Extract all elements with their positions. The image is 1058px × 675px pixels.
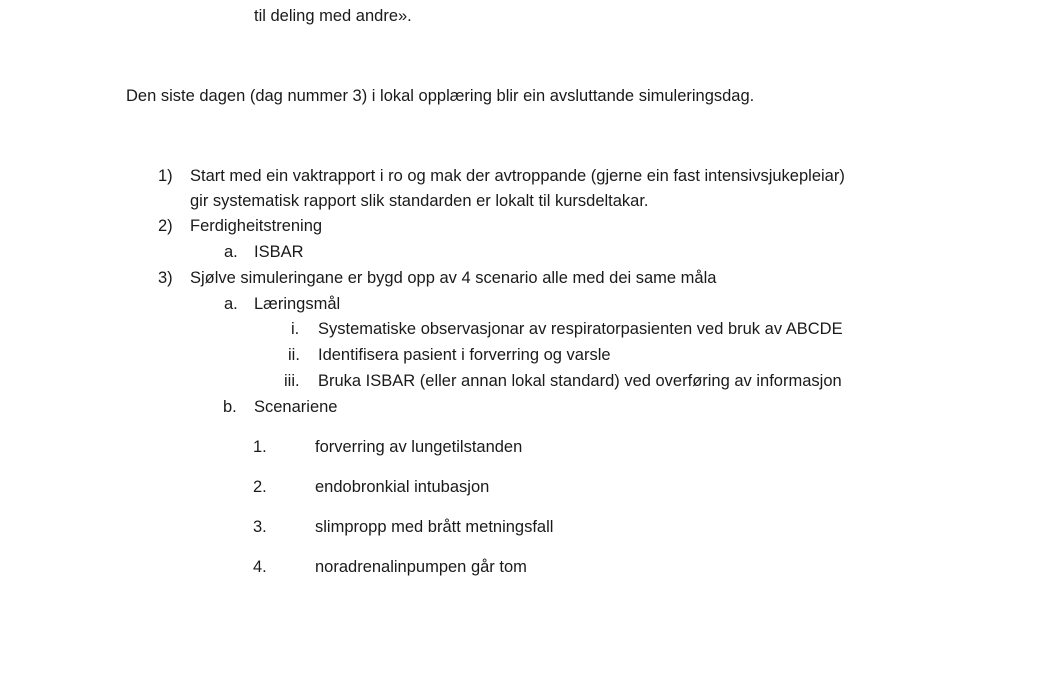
continuation-text: til deling med andre».	[254, 7, 412, 25]
list-item-3a-ii: Identifisera pasient i forverring og varsle	[318, 346, 611, 364]
list-item-3a-iii-marker: iii.	[284, 372, 300, 390]
list-item-3: Sjølve simuleringane er bygd opp av 4 scenario alle med dei same måla	[190, 269, 717, 287]
intro-paragraph: Den siste dagen (dag nummer 3) i lokal opplæring blir ein avsluttande simuleringsdag.	[126, 87, 755, 105]
list-item-2: Ferdigheitstrening	[190, 217, 323, 235]
scenario-1: forverring av lungetilstanden	[315, 438, 523, 456]
list-marker-3: 3)	[158, 269, 173, 287]
list-item-1-line2: gir systematisk rapport slik standarden er lokalt til kursdeltakar.	[190, 192, 649, 210]
scenario-2: endobronkial intubasjon	[315, 478, 490, 496]
scenario-3: slimpropp med brått metningsfall	[315, 518, 554, 536]
list-marker-2: 2)	[158, 217, 173, 235]
list-item-3a-ii-marker: ii.	[288, 346, 300, 364]
list-item-2a: ISBAR	[254, 243, 304, 261]
scenario-3-marker: 3.	[253, 518, 267, 536]
scenario-4: noradrenalinpumpen går tom	[315, 558, 527, 576]
list-item-3a-i: Systematiske observasjonar av respiratorpasienten ved bruk av ABCDE	[318, 320, 843, 338]
scenario-1-marker: 1.	[253, 438, 267, 456]
list-item-2a-marker: a.	[224, 243, 238, 261]
list-item-1-line1: Start med ein vaktrapport i ro og mak der avtroppande (gjerne ein fast intensivsjukepleiar)	[190, 167, 845, 185]
list-item-3a-iii: Bruka ISBAR (eller annan lokal standard) ved overføring av informasjon	[318, 372, 842, 390]
list-item-3b-marker: b.	[223, 398, 237, 416]
list-item-3a-marker: a.	[224, 295, 238, 313]
scenario-2-marker: 2.	[253, 478, 267, 496]
list-item-3a: Læringsmål	[254, 295, 341, 313]
list-marker-1: 1)	[158, 167, 173, 185]
scenario-4-marker: 4.	[253, 558, 267, 576]
list-item-3a-i-marker: i.	[291, 320, 300, 338]
list-item-3b: Scenariene	[254, 398, 338, 416]
